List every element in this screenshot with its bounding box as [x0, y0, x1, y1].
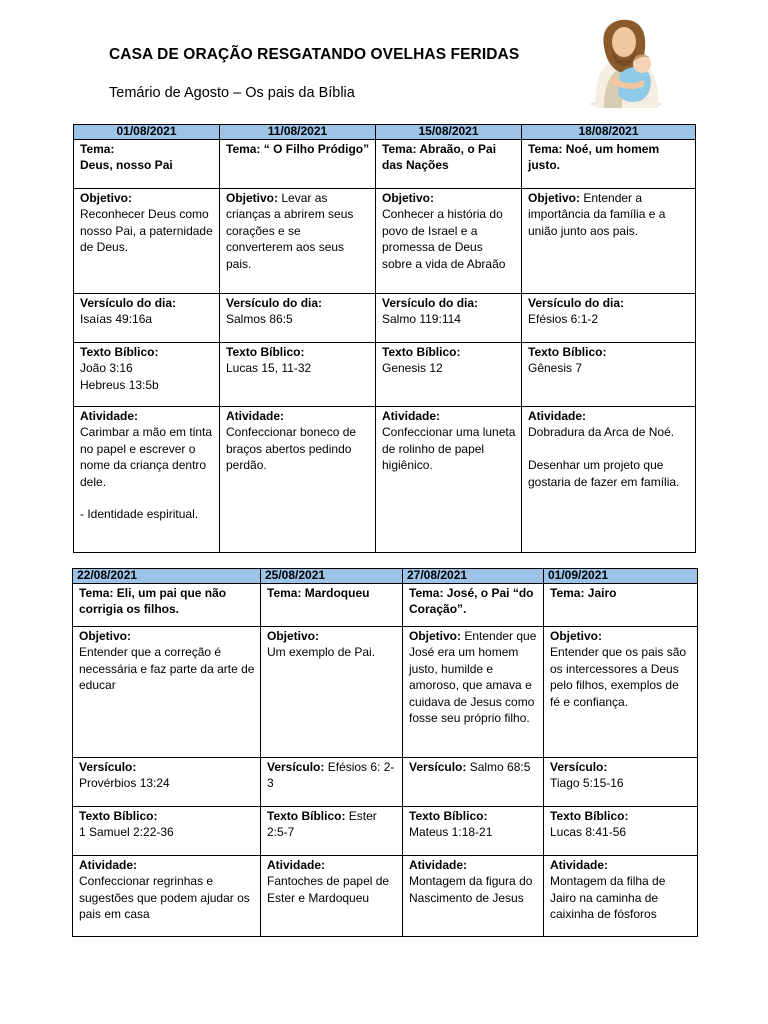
- atividade-text: Confeccionar uma luneta de rolinho de papel higiênico.: [382, 425, 516, 473]
- texto-biblico-text: Gênesis 7: [528, 361, 583, 376]
- tema-cell: Tema: Noé, um homem justo.: [522, 140, 696, 189]
- versiculo-label: Versículo do dia:: [382, 296, 479, 310]
- objetivo-cell: [544, 627, 698, 758]
- date-cell: 15/08/2021: [376, 125, 522, 140]
- texto-biblico-label: Texto Bíblico:: [550, 809, 629, 823]
- objetivo-text: Reconhecer Deus como nosso Pai, a paternidade de Deus.: [80, 207, 213, 255]
- objetivo-cell: [403, 627, 544, 758]
- texto-biblico-cell: [73, 807, 261, 856]
- objetivo-text: Um exemplo de Pai.: [267, 645, 376, 660]
- versiculo-label: Versículo do dia:: [80, 296, 177, 310]
- versiculo-cell: [544, 758, 698, 807]
- objetivo-text: Entender a importância da família e a união junto aos pais.: [528, 191, 666, 238]
- schedule-table-august-first: [73, 124, 696, 553]
- tema-cell: Tema: Mardoqueu: [261, 584, 403, 627]
- versiculo-text: Salmo 68:5: [466, 760, 531, 774]
- tema-cell: Tema: José, o Pai “do Coração”.: [403, 584, 544, 627]
- atividade-text: Fantoches de papel de Ester e Mardoqueu: [267, 874, 390, 905]
- objetivo-text: Entender que José era um homem justo, humilde e amoroso, que amava e cuidava de Jesus como fosse seu próprio filho.: [409, 629, 537, 726]
- versiculo-row: [74, 294, 696, 343]
- atividade-label: Atividade:: [80, 409, 139, 423]
- atividade-label: Atividade:: [79, 858, 138, 872]
- texto-biblico-label: Texto Bíblico:: [267, 809, 346, 823]
- texto-biblico-text: Ester 2:5-7: [267, 809, 377, 840]
- texto-biblico-cell: [376, 343, 522, 407]
- atividade-label: Atividade:: [528, 409, 587, 423]
- texto-biblico-label: Texto Bíblico:: [79, 809, 158, 823]
- texto-biblico-label: Texto Bíblico:: [382, 345, 461, 359]
- objetivo-cell: [261, 627, 403, 758]
- atividade-cell: [74, 407, 220, 553]
- objetivo-label: Objetivo:: [550, 629, 603, 643]
- versiculo-text: Tiago 5:15-16: [550, 776, 624, 791]
- objetivo-row: [74, 189, 696, 294]
- tema-cell: Tema: Jairo: [544, 584, 698, 627]
- atividade-row: [73, 856, 698, 937]
- atividade-text: Carimbar a mão em tinta no papel e escrever o nome da criança dentro dele. - Identidade espiritual.: [80, 425, 213, 522]
- versiculo-cell: [522, 294, 696, 343]
- atividade-text: Confeccionar regrinhas e sugestões que podem ajudar os pais em casa: [79, 874, 250, 922]
- objetivo-cell: [73, 627, 261, 758]
- atividade-cell: [403, 856, 544, 937]
- objetivo-label: Objetivo:: [528, 191, 581, 205]
- atividade-text: Montagem da figura do Nascimento de Jesus: [409, 874, 533, 905]
- atividade-label: Atividade:: [226, 409, 285, 423]
- tema-cell: Tema: “ O Filho Pródigo”: [220, 140, 376, 189]
- objetivo-cell: [376, 189, 522, 294]
- texto-biblico-cell: [74, 343, 220, 407]
- atividade-cell: [544, 856, 698, 937]
- jesus-holding-child-illustration: [582, 16, 670, 108]
- versiculo-label: Versículo:: [79, 760, 137, 774]
- texto-biblico-cell: [261, 807, 403, 856]
- versiculo-text: Isaías 49:16a: [80, 312, 153, 327]
- atividade-text: Montagem da filha de Jairo na caminha de caixinha de fósforos: [550, 874, 666, 922]
- atividade-cell: [261, 856, 403, 937]
- atividade-cell: [73, 856, 261, 937]
- objetivo-text: Entender que a correção é necessária e faz parte da arte de educar: [79, 645, 255, 693]
- document-subtitle: Temário de Agosto – Os pais da Bíblia: [109, 85, 355, 101]
- atividade-text: Dobradura da Arca de Noé. Desenhar um projeto que gostaria de fazer em família.: [528, 425, 680, 489]
- tema-cell: Tema: Deus, nosso Pai: [74, 140, 220, 189]
- versiculo-text: Efésios 6: 2-3: [267, 760, 395, 791]
- texto-biblico-text: Lucas 15, 11-32: [226, 361, 312, 376]
- date-cell: 25/08/2021: [261, 569, 403, 584]
- texto-biblico-row: [74, 343, 696, 407]
- texto-biblico-text: 1 Samuel 2:22-36: [79, 825, 174, 840]
- versiculo-label: Versículo:: [267, 760, 325, 774]
- objetivo-row: [73, 627, 698, 758]
- texto-biblico-cell: [522, 343, 696, 407]
- versiculo-cell: [74, 294, 220, 343]
- versiculo-row: [73, 758, 698, 807]
- atividade-label: Atividade:: [267, 858, 326, 872]
- atividade-cell: [376, 407, 522, 553]
- date-row: [73, 569, 698, 584]
- objetivo-text: Entender que os pais são os intercessores a Deus pelo filhos, exemplos de fé e confiança.: [550, 645, 687, 709]
- texto-biblico-text: Genesis 12: [382, 361, 443, 376]
- date-cell: 22/08/2021: [73, 569, 261, 584]
- atividade-row: [74, 407, 696, 553]
- tema-cell: Tema: Abraão, o Pai das Nações: [376, 140, 522, 189]
- tema-row: [74, 140, 696, 189]
- objetivo-text: Conhecer a história do povo de Israel e a promessa de Deus sobre a vida de Abraão: [382, 207, 506, 271]
- date-cell: 11/08/2021: [220, 125, 376, 140]
- texto-biblico-cell: [220, 343, 376, 407]
- objetivo-label: Objetivo:: [267, 629, 320, 643]
- versiculo-label: Versículo do dia:: [528, 296, 625, 310]
- date-cell: 01/09/2021: [544, 569, 698, 584]
- versiculo-cell: [376, 294, 522, 343]
- tema-row: [73, 584, 698, 627]
- versiculo-label: Versículo:: [409, 760, 467, 774]
- schedule-table-august-second: [72, 568, 698, 937]
- texto-biblico-cell: [544, 807, 698, 856]
- objetivo-label: Objetivo:: [79, 629, 132, 643]
- texto-biblico-text: Mateus 1:18-21: [409, 825, 493, 840]
- texto-biblico-cell: [403, 807, 544, 856]
- objetivo-label: Objetivo:: [409, 629, 462, 643]
- texto-biblico-label: Texto Bíblico:: [409, 809, 488, 823]
- atividade-text: Confeccionar boneco de braços abertos pedindo perdão.: [226, 425, 357, 473]
- objetivo-cell: [220, 189, 376, 294]
- atividade-cell: [220, 407, 376, 553]
- atividade-label: Atividade:: [550, 858, 609, 872]
- texto-biblico-text: Lucas 8:41-56: [550, 825, 627, 840]
- texto-biblico-row: [73, 807, 698, 856]
- texto-biblico-label: Texto Bíblico:: [80, 345, 159, 359]
- objetivo-label: Objetivo:: [226, 191, 279, 205]
- document-title: CASA DE ORAÇÃO RESGATANDO OVELHAS FERIDAS: [109, 46, 520, 63]
- date-row: [74, 125, 696, 140]
- versiculo-label: Versículo:: [550, 760, 608, 774]
- objetivo-cell: [74, 189, 220, 294]
- tema-cell: Tema: Eli, um pai que não corrigia os filhos.: [73, 584, 261, 627]
- atividade-cell: [522, 407, 696, 553]
- objetivo-cell: [522, 189, 696, 294]
- objetivo-text: Levar as crianças a abrirem seus corações e se converterem aos seus pais.: [226, 191, 354, 271]
- versiculo-cell: [73, 758, 261, 807]
- versiculo-cell: [261, 758, 403, 807]
- versiculo-text: Efésios 6:1-2: [528, 312, 599, 327]
- date-cell: 01/08/2021: [74, 125, 220, 140]
- objetivo-label: Objetivo:: [80, 191, 133, 205]
- atividade-label: Atividade:: [382, 409, 441, 423]
- versiculo-text: Salmos 86:5: [226, 312, 293, 327]
- versiculo-cell: [403, 758, 544, 807]
- date-cell: 27/08/2021: [403, 569, 544, 584]
- versiculo-text: Salmo 119:114: [382, 312, 461, 327]
- objetivo-label: Objetivo:: [382, 191, 435, 205]
- texto-biblico-text: João 3:16 Hebreus 13:5b: [80, 361, 159, 392]
- versiculo-cell: [220, 294, 376, 343]
- date-cell: 18/08/2021: [522, 125, 696, 140]
- texto-biblico-label: Texto Bíblico:: [528, 345, 607, 359]
- atividade-label: Atividade:: [409, 858, 468, 872]
- versiculo-label: Versículo do dia:: [226, 296, 323, 310]
- versiculo-text: Provérbios 13:24: [79, 776, 170, 791]
- texto-biblico-label: Texto Bíblico:: [226, 345, 305, 359]
